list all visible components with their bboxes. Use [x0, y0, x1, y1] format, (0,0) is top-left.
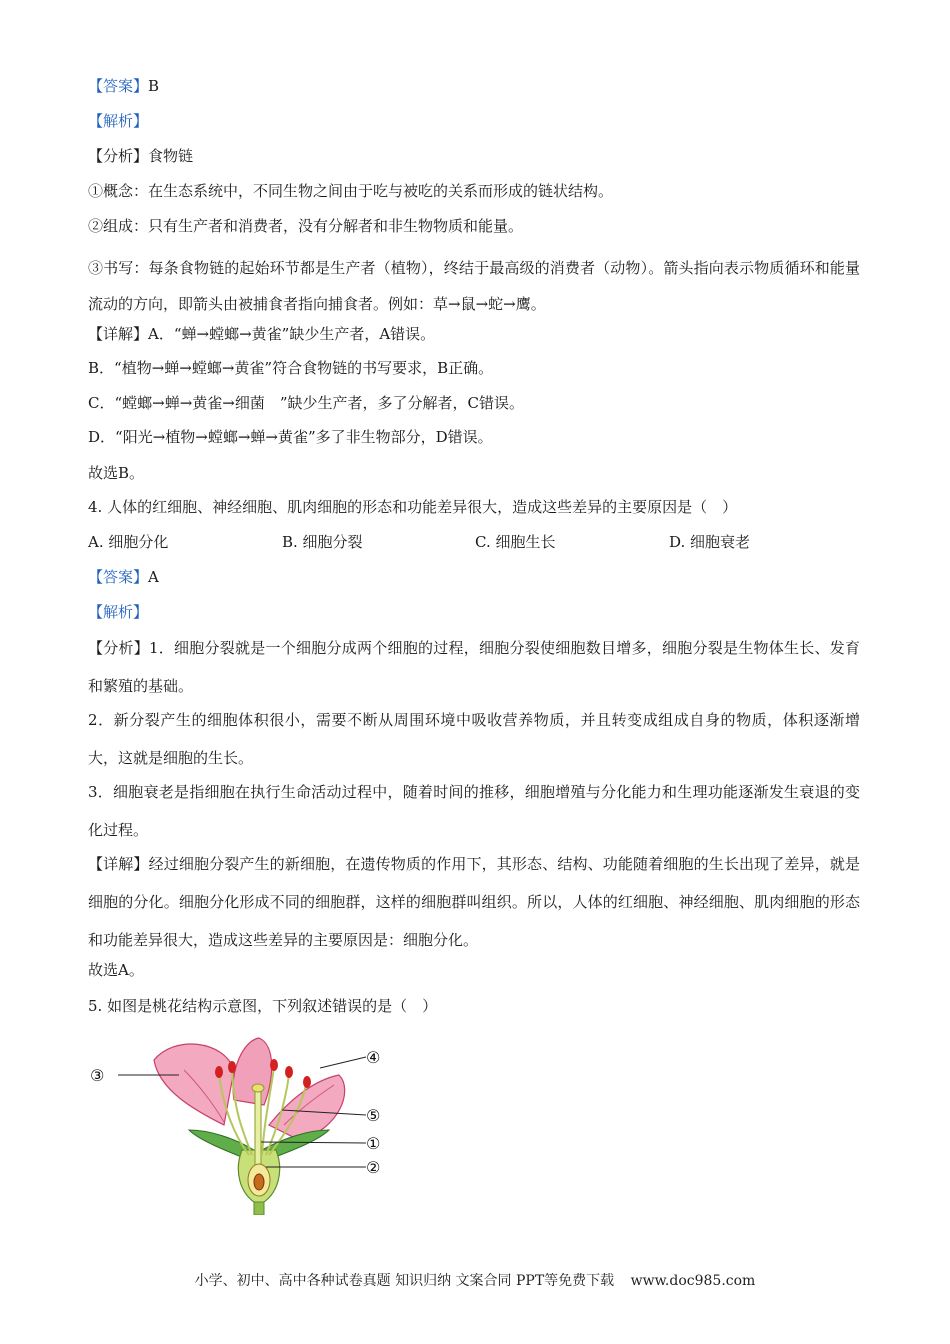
fenxi-paragraph-2: 2．新分裂产生的细胞体积很小，需要不断从周围环境中吸收营养物质，并且转变成组成自身的物质，体积逐渐增大，这就是细胞的生长。	[88, 711, 860, 767]
detail-b-line: B．“植物→蝉→螳螂→黄雀”符合食物链的书写要求，B正确。	[88, 359, 494, 377]
concept-line: ①概念：在生态系统中，不同生物之间由于吃与被吃的关系而形成的链状结构。	[88, 182, 614, 200]
choose-line-3: 故选B。	[88, 464, 145, 482]
question-5: 5. 如图是桃花结构示意图，下列叙述错误的是（ ）	[88, 997, 438, 1015]
fenxi-tag: 【分析】	[88, 147, 149, 165]
detail-d-line: D．“阳光→植物→螳螂→蝉→黄雀”多了非生物部分，D错误。	[88, 428, 493, 446]
fenxi-paragraph-1	[88, 629, 860, 705]
detail-a-line	[88, 324, 435, 344]
q4-option-d: D. 细胞衰老	[669, 533, 751, 551]
label-5: ⑤	[366, 1106, 381, 1125]
q4-option-c: C. 细胞生长	[475, 533, 556, 551]
label-3: ③	[90, 1066, 105, 1085]
detail-a-text: A．“蝉→螳螂→黄雀”缺少生产者，A错误。	[148, 325, 436, 343]
label-1: ①	[366, 1134, 381, 1153]
analysis-tag: 【解析】	[88, 112, 149, 130]
petal-left	[154, 1044, 234, 1125]
detail-tag-4: 【详解】	[88, 855, 149, 873]
answer-value-4: A	[148, 568, 159, 586]
footer-text: 小学、初中、高中各种试卷真题 知识归纳 文案合同 PPT等免费下载	[194, 1273, 615, 1289]
answer-line-4	[88, 567, 159, 587]
question-4: 4. 人体的红细胞、神经细胞、肌肉细胞的形态和功能差异很大，造成这些差异的主要原因是（ ）	[88, 498, 738, 516]
detail-tag: 【详解】	[88, 325, 149, 343]
label-2: ②	[366, 1158, 381, 1177]
analysis-tag-4: 【解析】	[88, 603, 149, 621]
q4-option-b: B. 细胞分裂	[282, 533, 363, 551]
writing-paragraph: ③书写：每条食物链的起始环节都是生产者（植物），终结于最高级的消费者（动物）。箭头指向表示物质循环和能量流动的方向，即箭头由被捕食者指向捕食者。例如：草→鼠→蛇→鹰。	[88, 259, 860, 313]
fenxi-text: 食物链	[148, 147, 194, 165]
detail-paragraph-4	[88, 845, 860, 959]
fenxi-paragraph-3: 3．细胞衰老是指细胞在执行生命活动过程中，随着时间的推移，细胞增殖与分化能力和生理功能逐渐发生衰退的变化过程。	[88, 783, 860, 839]
label-4: ④	[366, 1048, 381, 1067]
footer-site-link[interactable]: www.doc985.com	[630, 1273, 756, 1289]
q4-option-a: A. 细胞分化	[88, 533, 169, 551]
detail-c-line: C．“螳螂→蝉→黄雀→细菌 ”缺少生产者，多了分解者，C错误。	[88, 394, 524, 412]
answer-tag-4: 【答案】	[88, 568, 149, 586]
answer-value: B	[148, 77, 160, 95]
answer-tag: 【答案】	[88, 77, 149, 95]
composition-line: ②组成：只有生产者和消费者，没有分解者和非生物物质和能量。	[88, 217, 524, 235]
petal-center	[233, 1038, 272, 1105]
fenxi-tag-4: 【分析】	[88, 639, 149, 657]
page-footer	[0, 1270, 950, 1290]
peach-flower-diagram	[84, 1030, 384, 1215]
fenxi-line	[88, 146, 193, 166]
fenxi-1-text: 1．细胞分裂就是一个细胞分成两个细胞的过程，细胞分裂使细胞数目增多，细胞分裂是生物体生长、发育和繁殖的基础。	[88, 639, 860, 695]
answer-line	[88, 76, 159, 96]
choose-line-4: 故选A。	[88, 961, 144, 979]
detail-4-text: 经过细胞分裂产生的新细胞，在遗传物质的作用下，其形态、结构、功能随着细胞的生长出现了差异，就是细胞的分化。细胞分化形成不同的细胞群，这样的细胞群叫组织。所以，人体的红细胞、神经细胞、肌肉细胞的形态和功能差异很大，造成这些差异的主要原因是：细胞分化。	[88, 855, 860, 949]
